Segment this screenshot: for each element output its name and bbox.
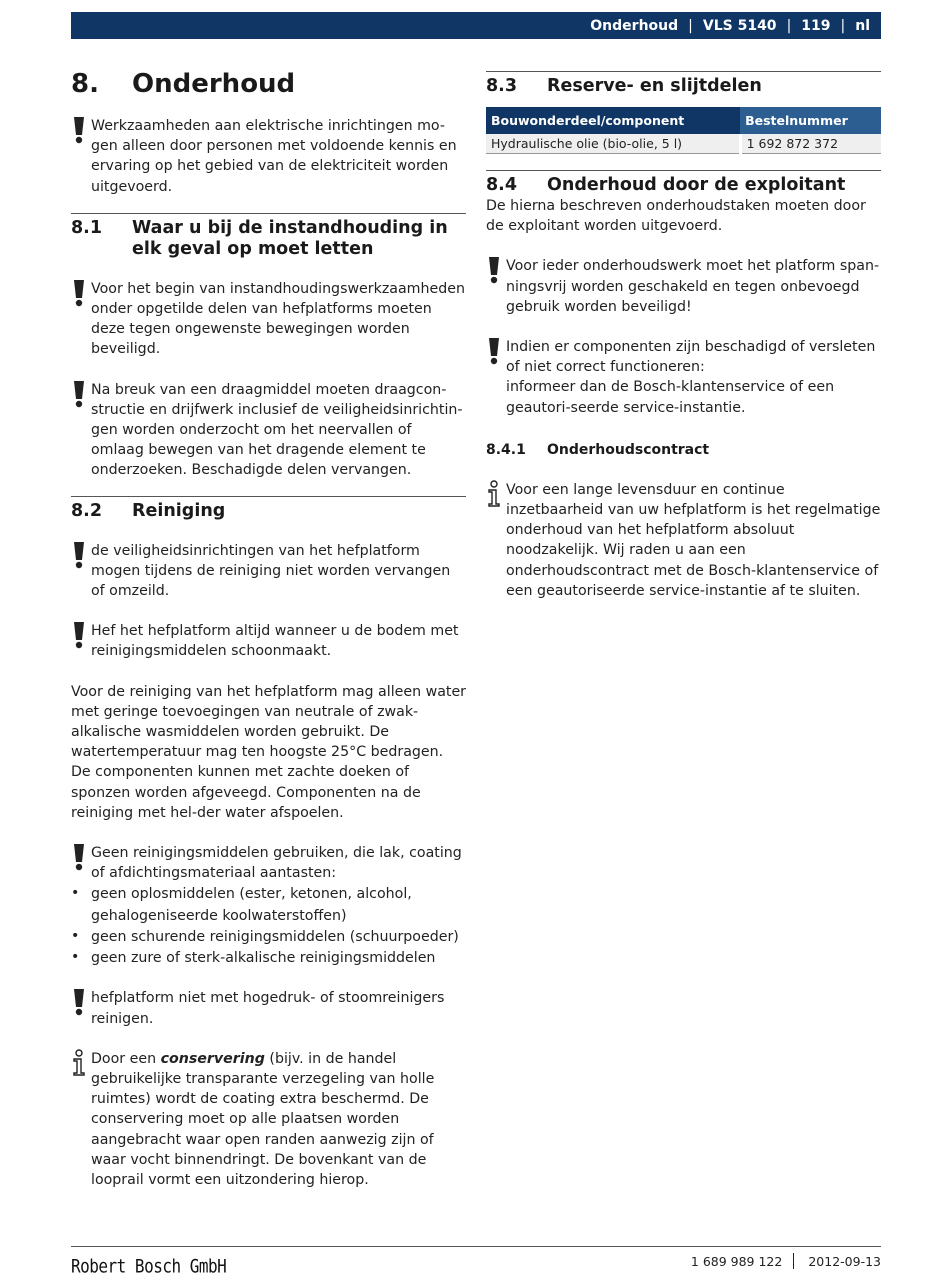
header-language: nl [855, 17, 870, 34]
warning-note [71, 380, 466, 481]
warning-note [71, 116, 466, 197]
header-page-number: 119 [801, 17, 831, 34]
table-header-order-number: Bestelnummer [740, 107, 881, 134]
chapter-heading [71, 64, 466, 104]
body-paragraph: De hierna beschreven onderhoudstaken moeten door de exploitant worden uitgevoerd. [486, 198, 866, 235]
note-text: hefplatform niet met hogedruk- of stoomreinigers reinigen. [91, 990, 445, 1027]
section-heading-8-3 [486, 71, 881, 97]
document-number: 1 689 989 122 [690, 1253, 783, 1269]
table-header-component: Bouwonderdeel/component [486, 107, 740, 134]
info-note-text: Voor een lange levensduur en continue inzetbaarheid van uw hefplatform is het regelmatige onderhoud van het hefplatform absoluut noodzakelijk. Wij raden u aan een onderhoudscontract met de Bosch-klantenservice of een geautoriseerde service-instantie af te sluiten. [506, 481, 881, 599]
page-header-bar [71, 12, 881, 39]
warning-note [486, 256, 881, 317]
table-row [486, 134, 881, 154]
footer-separator [793, 1253, 794, 1269]
footer-meta [691, 1253, 881, 1269]
list-item-text: geen oplosmiddelen (ester, ketonen, alcohol, gehalogeniseerde koolwaterstoffen) [91, 886, 412, 924]
section-title: Onderhoud door de exploitant [547, 175, 846, 195]
list-item-text: geen zure of sterk-alkalische reinigingsmiddelen [91, 950, 436, 967]
exclamation-icon [71, 843, 87, 871]
list-item [71, 926, 466, 947]
exclamation-icon [71, 988, 87, 1016]
section-heading-8-4 [486, 170, 881, 196]
note-text: Na breuk van een draagmiddel moeten draagcon-structie en drijfwerk inclusief de veiligheidsinrichtin-gen worden onderzocht om het neervallen of omlaag bewegen van het dragende element te onderzoeken. Beschadigde delen vervangen. [91, 381, 463, 479]
note-text: Indien er componenten zijn beschadigd of versleten of niet correct functioneren: [506, 339, 876, 376]
parts-table [486, 107, 881, 154]
footer-divider [71, 1246, 881, 1247]
left-column [71, 62, 466, 1190]
section-title: Waar u bij de instandhouding in elk geval op moet letten [132, 217, 448, 259]
subsection-number: 8.4.1 [486, 441, 526, 458]
chapter-title: Onderhoud [132, 69, 296, 99]
note-text: Hef het hefplatform altijd wanneer u de bodem met reinigingsmiddelen schoonmaakt. [91, 623, 459, 660]
list-item-text: geen schurende reinigingsmiddelen (schuurpoeder) [91, 928, 459, 945]
header-separator: | [840, 17, 846, 34]
exclamation-icon [71, 279, 87, 307]
note-text: Voor het begin van instandhoudingswerkzaamheden onder opgetilde delen van hefplatforms moeten deze tegen ongewenste bewegingen worden beveiligd. [91, 280, 465, 358]
header-separator: | [786, 17, 792, 34]
exclamation-icon [486, 256, 502, 284]
table-header-row [486, 107, 881, 134]
document-date: 2012-09-13 [808, 1253, 881, 1269]
body-paragraph: De componenten kunnen met zachte doeken of sponzen worden afgeveegd. Componenten na de reiniging met hel-der water afspoelen. [71, 764, 421, 821]
section-heading-8-1 [71, 213, 466, 260]
exclamation-icon [71, 380, 87, 408]
info-icon [71, 1049, 87, 1077]
section-number: 8.1 [71, 217, 103, 238]
body-paragraph: Voor de reiniging van het hefplatform mag alleen water met geringe toevoegingen van neutrale of zwak-alkalische wasmiddelen worden gebruikt. De watertemperatuur mag ten hoogste 25°C bedragen. [71, 683, 467, 761]
intro-note-text: Werkzaamheden aan elektrische inrichtingen mo-gen alleen door personen met voldoende kennis en ervaring op het gebied van de elektriciteit worden uitgevoerd. [91, 118, 457, 195]
note-text: informeer dan de Bosch-klantenservice of een geautori-seerde service-instantie. [506, 379, 835, 416]
info-note [71, 1049, 466, 1190]
exclamation-icon [71, 116, 87, 144]
section-title: Reiniging [132, 500, 226, 521]
section-number: 8.2 [71, 500, 103, 521]
note-text: Voor ieder onderhoudswerk moet het platform span-ningsvrij worden geschakeld en tegen onbevoegd gebruik worden beveiligd! [506, 258, 880, 315]
list-item [71, 883, 466, 925]
note-text: Geen reinigingsmiddelen gebruiken, die lak, coating of afdichtingsmateriaal aantasten: [91, 845, 462, 882]
section-number: 8.3 [486, 76, 518, 96]
warning-note [486, 337, 881, 418]
subsection-heading-8-4-1 [486, 440, 881, 460]
section-title: Reserve- en slijtdelen [547, 76, 762, 96]
exclamation-icon [486, 337, 502, 365]
warning-note [71, 279, 466, 360]
bullet-icon: • [71, 927, 80, 944]
table-cell: 1 692 872 372 [740, 134, 881, 154]
chapter-number: 8. [71, 69, 99, 99]
section-number: 8.4 [486, 175, 518, 195]
exclamation-icon [71, 541, 87, 569]
note-text: de veiligheidsinrichtingen van het hefplatform mogen tijdens de reiniging niet worden vervangen of omzeild. [91, 542, 451, 600]
info-note-text: Door een conservering (bijv. in de handel gebruikelijke transparante verzegeling van holle ruimtes) wordt de coating extra beschermd. De conservering moet op alle plaatsen worden aangebracht waar open randen aanwezig zijn of waar vocht binnendringt. De bovenkant van de looprail vormt een uitzondering hierop. [91, 1050, 435, 1188]
bullet-list [71, 883, 466, 968]
right-column [486, 62, 881, 601]
warning-note [71, 843, 466, 883]
warning-note [71, 988, 466, 1028]
warning-note [71, 541, 466, 602]
emphasis-term: conservering [160, 1050, 265, 1067]
bullet-icon: • [71, 949, 80, 966]
info-note [486, 480, 881, 601]
bullet-icon: • [71, 885, 80, 902]
warning-note [71, 621, 466, 661]
subsection-title: Onderhoudscontract [547, 441, 710, 458]
section-heading-8-2 [71, 496, 466, 522]
header-model: VLS 5140 [702, 17, 777, 34]
header-section: Onderhoud [590, 17, 679, 34]
header-separator: | [688, 17, 693, 34]
exclamation-icon [71, 621, 87, 649]
company-logo: Robert Bosch GmbH [71, 1255, 227, 1277]
list-item [71, 947, 466, 968]
table-cell: Hydraulische olie (bio-olie, 5 l) [486, 134, 740, 154]
info-icon [486, 480, 502, 508]
